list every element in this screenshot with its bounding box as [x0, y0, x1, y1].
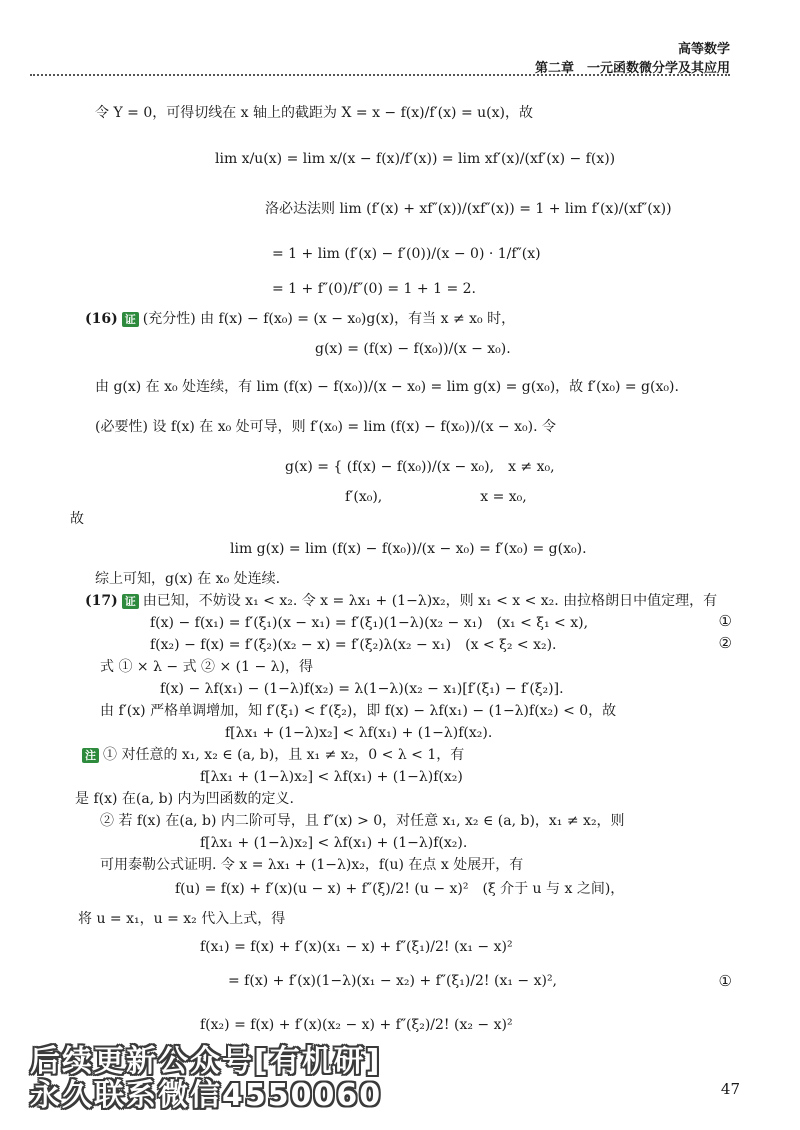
formula-line: f(x) − f(x₁) = f′(ξ₁)(x − x₁) = f′(ξ₁)(1−λ)(x₂ − x₁) (x₁ < ξ₁ < x), [150, 615, 589, 631]
text-line: 故 [70, 511, 84, 527]
text-line: ① 对任意的 x₁, x₂ ∈ (a, b)，且 x₁ ≠ x₂，0 < λ < 1，有 [103, 747, 465, 763]
text-line: 可用泰勒公式证明. 令 x = λx₁ + (1−λ)x₂，f(u) 在点 x 处展开，有 [100, 857, 524, 873]
equation-marker-1: ① [718, 612, 732, 630]
formula-line: = f(x) + f′(x)(1−λ)(x₁ − x₂) + f″(ξ₁)/2! (x₁ − x)², [228, 973, 558, 989]
text-line: ② 若 f(x) 在(a, b) 内二阶可导，且 f″(x) > 0，对任意 x₁, x₂ ∈ (a, b)，x₁ ≠ x₂，则 [100, 813, 625, 829]
header-rule [30, 74, 730, 76]
formula-line: f(x₁) = f(x) + f′(x)(x₁ − x) + f″(ξ₁)/2! (x₁ − x)² [200, 939, 513, 955]
equation-marker-2: ② [718, 634, 732, 652]
formula-line: = 1 + lim (f′(x) − f′(0))/(x − 0) · 1/f″(x) [272, 246, 541, 262]
chapter-title: 第二章 一元函数微分学及其应用 [534, 61, 730, 76]
formula-line: g(x) = (f(x) − f(x₀))/(x − x₀). [315, 341, 511, 357]
formula-line: f′(x₀), x = x₀, [345, 489, 527, 505]
formula-line: f(x₂) = f(x) + f′(x)(x₂ − x) + f″(ξ₂)/2! (x₂ − x)² [200, 1017, 513, 1033]
formula-line: f[λx₁ + (1−λ)x₂] < λf(x₁) + (1−λ)f(x₂). [200, 835, 468, 851]
problem-16 [85, 310, 515, 328]
book-title: 高等数学 [677, 42, 730, 57]
watermark-line-1: 后续更新公众号[有机研] [30, 1044, 382, 1079]
formula-line: lim x/u(x) = lim x/(x − f(x)/f′(x)) = lim xf′(x)/(xf′(x) − f(x)) [215, 151, 616, 167]
problem-number: (17) [85, 593, 118, 609]
note [78, 746, 464, 764]
problem-number: (16) [85, 311, 118, 327]
text-line: 式 ① × λ − 式 ② × (1 − λ)，得 [100, 659, 314, 675]
equation-marker-3: ① [718, 972, 732, 990]
text-line: 将 u = x₁，u = x₂ 代入上式，得 [78, 911, 286, 927]
proof-badge: 证 [122, 312, 139, 327]
text-line: 由 g(x) 在 x₀ 处连续，有 lim (f(x) − f(x₀))/(x − x₀) = lim g(x) = g(x₀)，故 f′(x₀) = g(x₀). [95, 379, 679, 395]
formula-line: f[λx₁ + (1−λ)x₂] < λf(x₁) + (1−λ)f(x₂). [225, 725, 493, 741]
formula-line: = 1 + f″(0)/f″(0) = 1 + 1 = 2. [272, 281, 476, 297]
text-line: 由已知，不妨设 x₁ < x₂. 令 x = λx₁ + (1−λ)x₂，则 x₁ < x < x₂. 由拉格朗日中值定理，有 [142, 593, 718, 609]
proof-badge: 证 [122, 594, 139, 609]
text-line: (必要性) 设 f(x) 在 x₀ 处可导，则 f′(x₀) = lim (f(x) − f(x₀))/(x − x₀). 令 [95, 419, 556, 435]
page-number: 47 [720, 1080, 740, 1098]
formula-line: f(x) − λf(x₁) − (1−λ)f(x₂) = λ(1−λ)(x₂ − x₁)[f′(ξ₁) − f′(ξ₂)]. [160, 681, 564, 697]
formula-line: g(x) = { (f(x) − f(x₀))/(x − x₀), x ≠ x₀, [285, 459, 555, 475]
text-line: 综上可知，g(x) 在 x₀ 处连续. [95, 571, 281, 587]
note-badge: 注 [82, 748, 99, 763]
formula-line: f(x₂) − f(x) = f′(ξ₂)(x₂ − x) = f′(ξ₂)λ(x₂ − x₁) (x < ξ₂ < x₂). [150, 637, 557, 653]
problem-17 [85, 592, 717, 610]
watermark-line-2: 永久联系微信4550060 [30, 1078, 383, 1113]
text-line: 令 Y = 0，可得切线在 x 轴上的截距为 X = x − f(x)/f′(x) = u(x)，故 [95, 105, 533, 121]
formula-line: f(u) = f(x) + f′(x)(u − x) + f″(ξ)/2! (u − x)² (ξ 介于 u 与 x 之间)， [175, 881, 625, 897]
formula-line: f[λx₁ + (1−λ)x₂] < λf(x₁) + (1−λ)f(x₂) [200, 769, 463, 785]
text-line: 由 f′(x) 严格单调增加，知 f′(ξ₁) < f′(ξ₂)，即 f(x) − λf(x₁) − (1−λ)f(x₂) < 0，故 [100, 703, 617, 719]
formula-line: lim g(x) = lim (f(x) − f(x₀))/(x − x₀) = f′(x₀) = g(x₀). [230, 541, 587, 557]
text-line: (充分性) 由 f(x) − f(x₀) = (x − x₀)g(x)，有当 x ≠ x₀ 时， [142, 311, 516, 327]
formula-line: 洛必达法则 lim (f′(x) + xf″(x))/(xf″(x)) = 1 + lim f′(x)/(xf″(x)) [265, 201, 672, 217]
text-line: 是 f(x) 在(a, b) 内为凹函数的定义. [75, 791, 294, 807]
